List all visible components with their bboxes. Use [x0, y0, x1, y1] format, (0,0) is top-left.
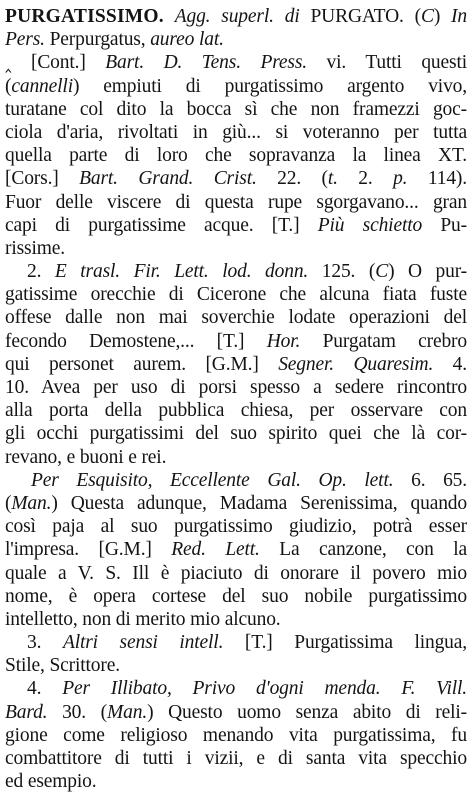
- text-run: ): [433, 6, 452, 27]
- entry-line: [5, 446, 467, 469]
- text-run: qui personet aurem. [G.M.]: [5, 353, 279, 375]
- italic-run: Altri sensi intell.: [62, 632, 224, 654]
- text-run: (: [5, 75, 12, 97]
- entry-line: [5, 98, 467, 121]
- entry-line: [5, 237, 467, 260]
- text-run: offese dalle non mai soverchie lodate operazioni del: [5, 307, 467, 329]
- text-run: La canzone, con la: [259, 539, 467, 561]
- entry-line: [5, 701, 467, 724]
- text-run: 6. 65.: [393, 469, 467, 491]
- entry-line: [5, 608, 467, 631]
- text-run: PURGATO. (: [299, 6, 421, 27]
- italic-run: E trasl. Fir. Lett. lod. donn.: [54, 261, 309, 283]
- entry-line: [5, 399, 467, 422]
- text-run: intelletto, non di merito mio alcuno.: [5, 608, 281, 630]
- entry-line: [5, 191, 467, 214]
- text-run: 22. (: [256, 168, 328, 190]
- italic-run: Bart. D. Tens. Press.: [105, 52, 308, 74]
- text-run: [T.] Purgatissima lingua,: [223, 632, 467, 654]
- text-run: 4.: [27, 678, 63, 700]
- text-run: ) O pur-: [388, 261, 467, 283]
- italic-run: aureo lat.: [150, 29, 224, 51]
- text-run: 114).: [407, 168, 467, 190]
- text-run: vi. Tutti questi: [307, 52, 467, 74]
- entry-line: [5, 330, 467, 353]
- text-run: turatane col dito la bocca sì che non framezzi goc-: [5, 98, 467, 120]
- text-run: Stile, Scrittore.: [5, 655, 120, 677]
- text-run: 2.: [27, 261, 55, 283]
- text-run: Purgatam crebro: [300, 330, 467, 352]
- text-run: quale a V. S. Ill è piaciuto di onorare il povero mio: [5, 562, 467, 584]
- entry-line: [5, 306, 467, 329]
- italic-run: In: [451, 6, 467, 27]
- italic-run: Per Esquisito, Eccellente Gal. Op. lett.: [31, 469, 394, 491]
- entry-line: [5, 677, 467, 700]
- text-run: quella parte di loro che sopravanza la linea XT.: [5, 145, 467, 167]
- entry-line: [5, 283, 467, 306]
- text-run: ) empiuti di purgatissimo argento vivo,: [72, 75, 467, 97]
- entry-line: [5, 260, 467, 283]
- text-run: 4.: [433, 353, 467, 375]
- text-run: revano, e buoni e rei.: [5, 446, 167, 468]
- text-run: [164, 6, 175, 27]
- text-run: ciola d'aria, rivoltati in giù... si voteranno per tutta: [5, 121, 467, 143]
- italic-run: Più schietto: [317, 214, 423, 236]
- italic-run: Agg. superl. di: [174, 6, 300, 27]
- text-run: capi di purgatissime acque. [T.]: [5, 214, 318, 236]
- italic-run: cannelli: [11, 75, 73, 97]
- text-run: rissime.: [5, 237, 66, 259]
- entry-line: [5, 422, 467, 445]
- italic-run: Hor.: [266, 330, 301, 352]
- entry-line: [5, 631, 467, 654]
- text-run: gatissime orecchie di Cicerone che alcuna fiata fuste: [5, 284, 467, 306]
- text-run: (: [5, 492, 12, 514]
- entry-line: [5, 5, 467, 28]
- italic-run: Per Illibato, Privo d'ogni menda. F. Vill.: [62, 678, 467, 700]
- headword: PURGATISSIMO.: [5, 6, 164, 27]
- italic-run: Bard.: [5, 701, 48, 723]
- entry-line: [5, 562, 467, 585]
- entry-line: [5, 121, 467, 144]
- text-run: ‸ [Cont.]: [5, 52, 106, 74]
- entry-line: [5, 144, 467, 167]
- text-run: 3.: [27, 632, 63, 654]
- text-run: [Cors.]: [5, 168, 80, 190]
- text-run: Fuor delle viscere di questa rupe sgorgavano... gran: [5, 191, 467, 213]
- entry-line: [5, 167, 467, 190]
- text-run: Pu-: [422, 214, 467, 236]
- entry-line: [5, 770, 467, 793]
- italic-run: Segner. Quaresim.: [278, 353, 434, 375]
- text-run: 30. (: [47, 701, 108, 723]
- text-run: alla porta della pubblica chiesa, per osservare con: [5, 400, 467, 422]
- entry-line: [5, 75, 467, 98]
- italic-run: C: [420, 6, 434, 27]
- entry-line: [5, 724, 467, 747]
- italic-run: Man.: [107, 701, 148, 723]
- entry-line: [5, 492, 467, 515]
- text-run: così paja al suo purgatissimo giudizio, potrà esser: [5, 516, 467, 538]
- italic-run: p.: [393, 168, 408, 190]
- text-run: Perpurgatus,: [44, 29, 151, 51]
- italic-run: Man.: [11, 492, 52, 514]
- italic-run: C: [375, 261, 389, 283]
- italic-run: Red. Lett.: [171, 539, 260, 561]
- italic-run: Pers.: [5, 29, 45, 51]
- entry-line: [5, 353, 467, 376]
- entry-line: [5, 214, 467, 237]
- text-run: ed esempio.: [5, 771, 97, 793]
- text-run: combattitore di tutti i vizii, e di santa vita specchio: [5, 748, 467, 769]
- entry-line: [5, 515, 467, 538]
- dictionary-entry-purgatissimo: [5, 5, 467, 793]
- entry-line: [5, 585, 467, 608]
- italic-run: t.: [327, 168, 338, 190]
- text-run: 10. Avea per uso di porsi spesso a sedere rincontro: [5, 377, 467, 398]
- text-run: 2.: [337, 168, 394, 190]
- entry-line: [5, 51, 467, 74]
- entry-line: [5, 376, 467, 399]
- entry-line: [5, 28, 467, 51]
- text-run: fecondo Demostene,... [T.]: [5, 330, 267, 352]
- text-run: gione come religioso menando vita purgatissima, fu: [5, 724, 467, 746]
- entry-line: [5, 747, 467, 770]
- italic-run: Bart. Grand. Crist.: [79, 168, 257, 190]
- text-run: ) Questa adunque, Madama Serenissima, quando: [51, 492, 467, 514]
- entry-line: [5, 654, 467, 677]
- entry-line: [5, 538, 467, 561]
- entry-line: [5, 469, 467, 492]
- text-run: gli occhi purgatissimi del suo spirito quei che là cor-: [5, 423, 467, 445]
- text-run: l'impresa. [G.M.]: [5, 539, 172, 561]
- text-run: nome, è opera cortese del suo nobile purgatissimo: [5, 585, 467, 607]
- text-run: ) Questo uomo senza abito di reli-: [147, 701, 467, 723]
- text-run: 125. (: [308, 261, 376, 283]
